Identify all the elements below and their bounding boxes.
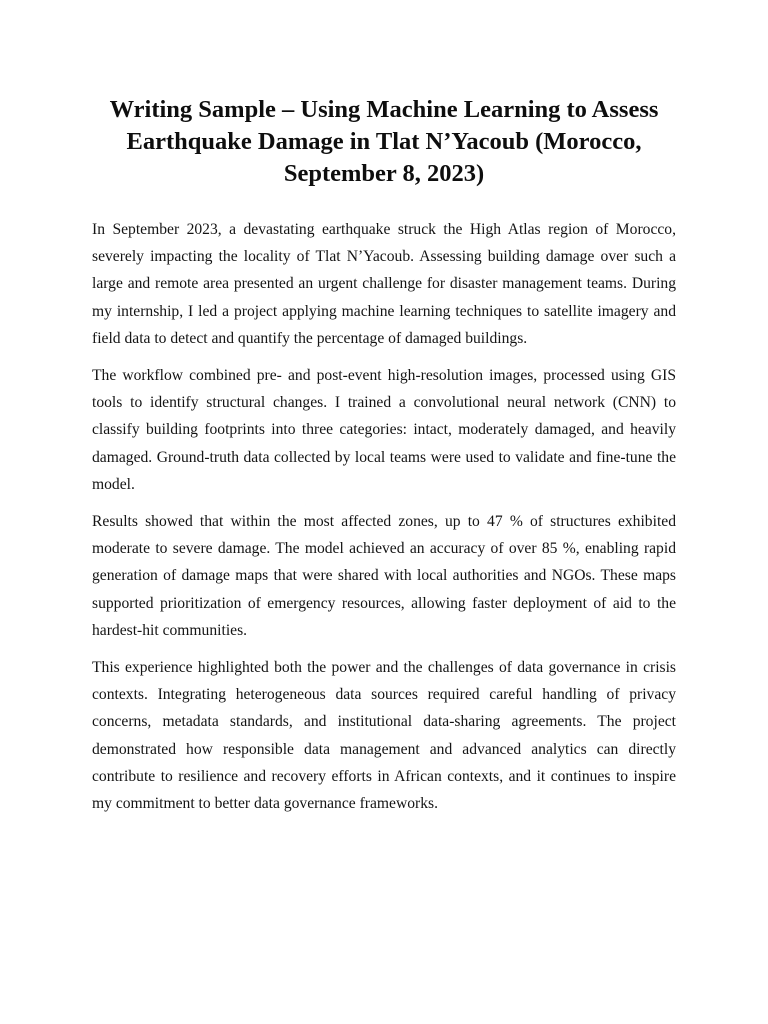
paragraph-workflow: The workflow combined pre- and post-event high-resolution images, processed using GIS tools to identify structural changes. I trained a convolutional neural network (CNN) to classify building footprints into three categories: intact, moderately damaged, and heavily damaged. Ground-truth data collected by local teams were used to validate and fine-tune the model.	[92, 367, 676, 493]
paragraph-introduction: In September 2023, a devastating earthquake struck the High Atlas region of Morocco, severely impacting the locality of Tlat N’Yacoub. Assessing building damage over such a large and remote area presented an urgent challenge for disaster management teams. During my internship, I led a project applying machine learning techniques to satellite imagery and field data to detect and quantify the percentage of damaged buildings.	[92, 221, 676, 347]
paragraph-reflection: This experience highlighted both the power and the challenges of data governance in crisis contexts. Integrating heterogeneous data sources required careful handling of privacy concerns, metadata standards, and institutional data-sharing agreements. The project demonstrated how responsible data management and advanced analytics can directly contribute to resilience and recovery efforts in African contexts, and it continues to inspire my commitment to better data governance frameworks.	[92, 659, 676, 813]
title-line: Writing Sample – Using Machine Learning to Assess	[109, 96, 659, 123]
title-line: Earthquake Damage in Tlat N’Yacoub (Morocco,	[126, 128, 642, 155]
title-line: September 8, 2023)	[283, 160, 485, 187]
paragraph-results: Results showed that within the most affected zones, up to 47 % of structures exhibited moderate to severe damage. The model achieved an accuracy of over 85 %, enabling rapid generation of damage maps that were shared with local authorities and NGOs. These maps supported prioritization of emergency resources, allowing faster deployment of aid to the hardest-hit communities.	[92, 513, 676, 639]
document-title	[92, 94, 676, 190]
